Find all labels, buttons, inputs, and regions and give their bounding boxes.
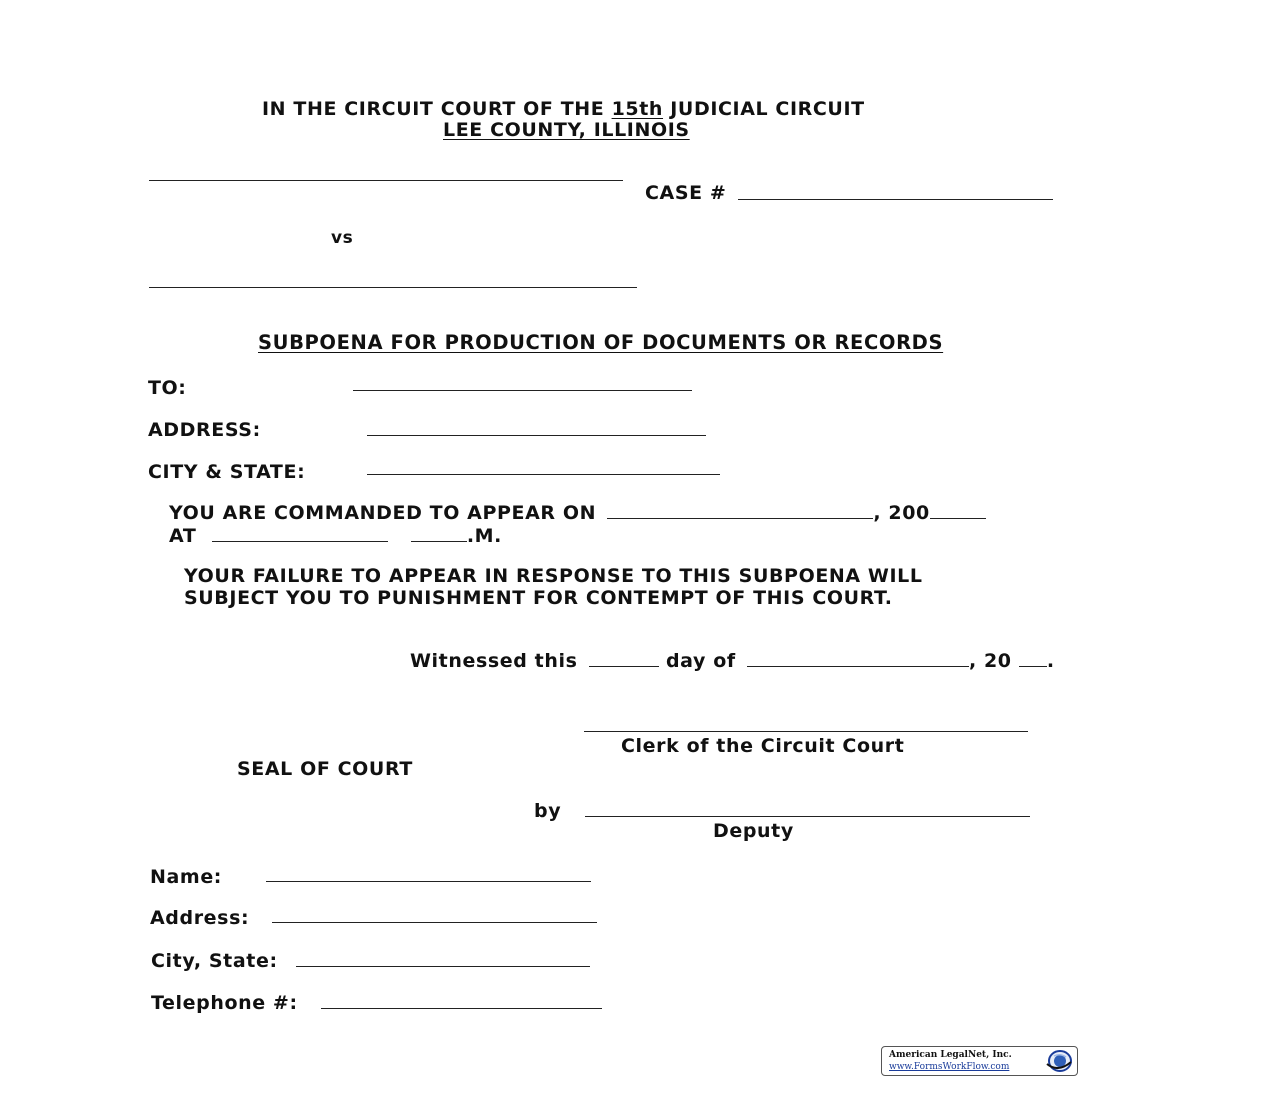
globe-icon bbox=[1043, 1049, 1073, 1073]
attorney-city-state-label: City, State: bbox=[151, 950, 278, 972]
attorney-address-line[interactable] bbox=[272, 922, 597, 923]
witness-day-of: day of bbox=[665, 650, 736, 672]
court-heading bbox=[262, 98, 865, 120]
to-line[interactable] bbox=[353, 390, 692, 391]
witness-day-blank[interactable] bbox=[589, 650, 659, 667]
vs-label: vs bbox=[331, 228, 354, 248]
command-line bbox=[169, 502, 986, 524]
court-prefix: IN THE CIRCUIT COURT OF THE bbox=[262, 98, 612, 120]
attorney-city-state-line[interactable] bbox=[296, 966, 590, 967]
witness-year-blank[interactable] bbox=[1019, 650, 1047, 667]
city-state-label: CITY & STATE: bbox=[148, 461, 306, 483]
command-text: YOU ARE COMMANDED TO APPEAR ON bbox=[169, 502, 597, 524]
attorney-telephone-label: Telephone #: bbox=[151, 992, 298, 1014]
witness-prefix: Witnessed this bbox=[410, 650, 578, 672]
attorney-name-label: Name: bbox=[150, 866, 223, 888]
county-heading: LEE COUNTY, ILLINOIS bbox=[443, 119, 690, 141]
seal-label: SEAL OF COURT bbox=[237, 758, 413, 780]
attorney-name-line[interactable] bbox=[266, 881, 591, 882]
command-year-prefix: , 200 bbox=[873, 502, 930, 524]
witness-line bbox=[410, 650, 1055, 672]
clerk-signature-line[interactable] bbox=[584, 731, 1028, 732]
command-time-line bbox=[169, 525, 502, 547]
american-legalnet-logo[interactable] bbox=[881, 1046, 1078, 1076]
attorney-telephone-line[interactable] bbox=[321, 1008, 602, 1009]
witness-end: . bbox=[1046, 650, 1055, 672]
am-pm-blank[interactable] bbox=[411, 525, 467, 542]
clerk-label: Clerk of the Circuit Court bbox=[621, 735, 905, 757]
appear-time-blank[interactable] bbox=[212, 525, 388, 542]
logo-company: American LegalNet, Inc. bbox=[889, 1050, 1012, 1060]
deputy-signature-line[interactable] bbox=[585, 816, 1030, 817]
deputy-label: Deputy bbox=[713, 820, 794, 842]
witness-year-prefix: , 20 bbox=[968, 650, 1012, 672]
logo-url[interactable]: www.FormsWorkFlow.com bbox=[889, 1062, 1010, 1072]
circuit-number: 15th bbox=[611, 98, 664, 120]
case-number-label: CASE # bbox=[645, 182, 727, 204]
to-label: TO: bbox=[148, 377, 187, 399]
attorney-address-label: Address: bbox=[150, 907, 250, 929]
warning-line-1: YOUR FAILURE TO APPEAR IN RESPONSE TO THIS SUBPOENA WILL bbox=[184, 565, 923, 587]
defendant-line[interactable] bbox=[149, 287, 637, 288]
meridiem-label: .M. bbox=[466, 525, 502, 547]
plaintiff-line[interactable] bbox=[149, 180, 623, 181]
by-label: by bbox=[534, 800, 562, 822]
appear-year-blank[interactable] bbox=[930, 502, 986, 519]
city-state-line[interactable] bbox=[367, 474, 720, 475]
at-label: AT bbox=[169, 525, 197, 547]
court-suffix: JUDICIAL CIRCUIT bbox=[663, 98, 865, 120]
address-label: ADDRESS: bbox=[148, 419, 261, 441]
warning-line-2: SUBJECT YOU TO PUNISHMENT FOR CONTEMPT OF THIS COURT. bbox=[184, 587, 893, 609]
document-title: SUBPOENA FOR PRODUCTION OF DOCUMENTS OR RECORDS bbox=[258, 331, 944, 354]
case-number-line[interactable] bbox=[738, 199, 1053, 200]
address-line[interactable] bbox=[367, 435, 706, 436]
witness-month-blank[interactable] bbox=[747, 650, 969, 667]
appear-date-blank[interactable] bbox=[607, 502, 873, 519]
